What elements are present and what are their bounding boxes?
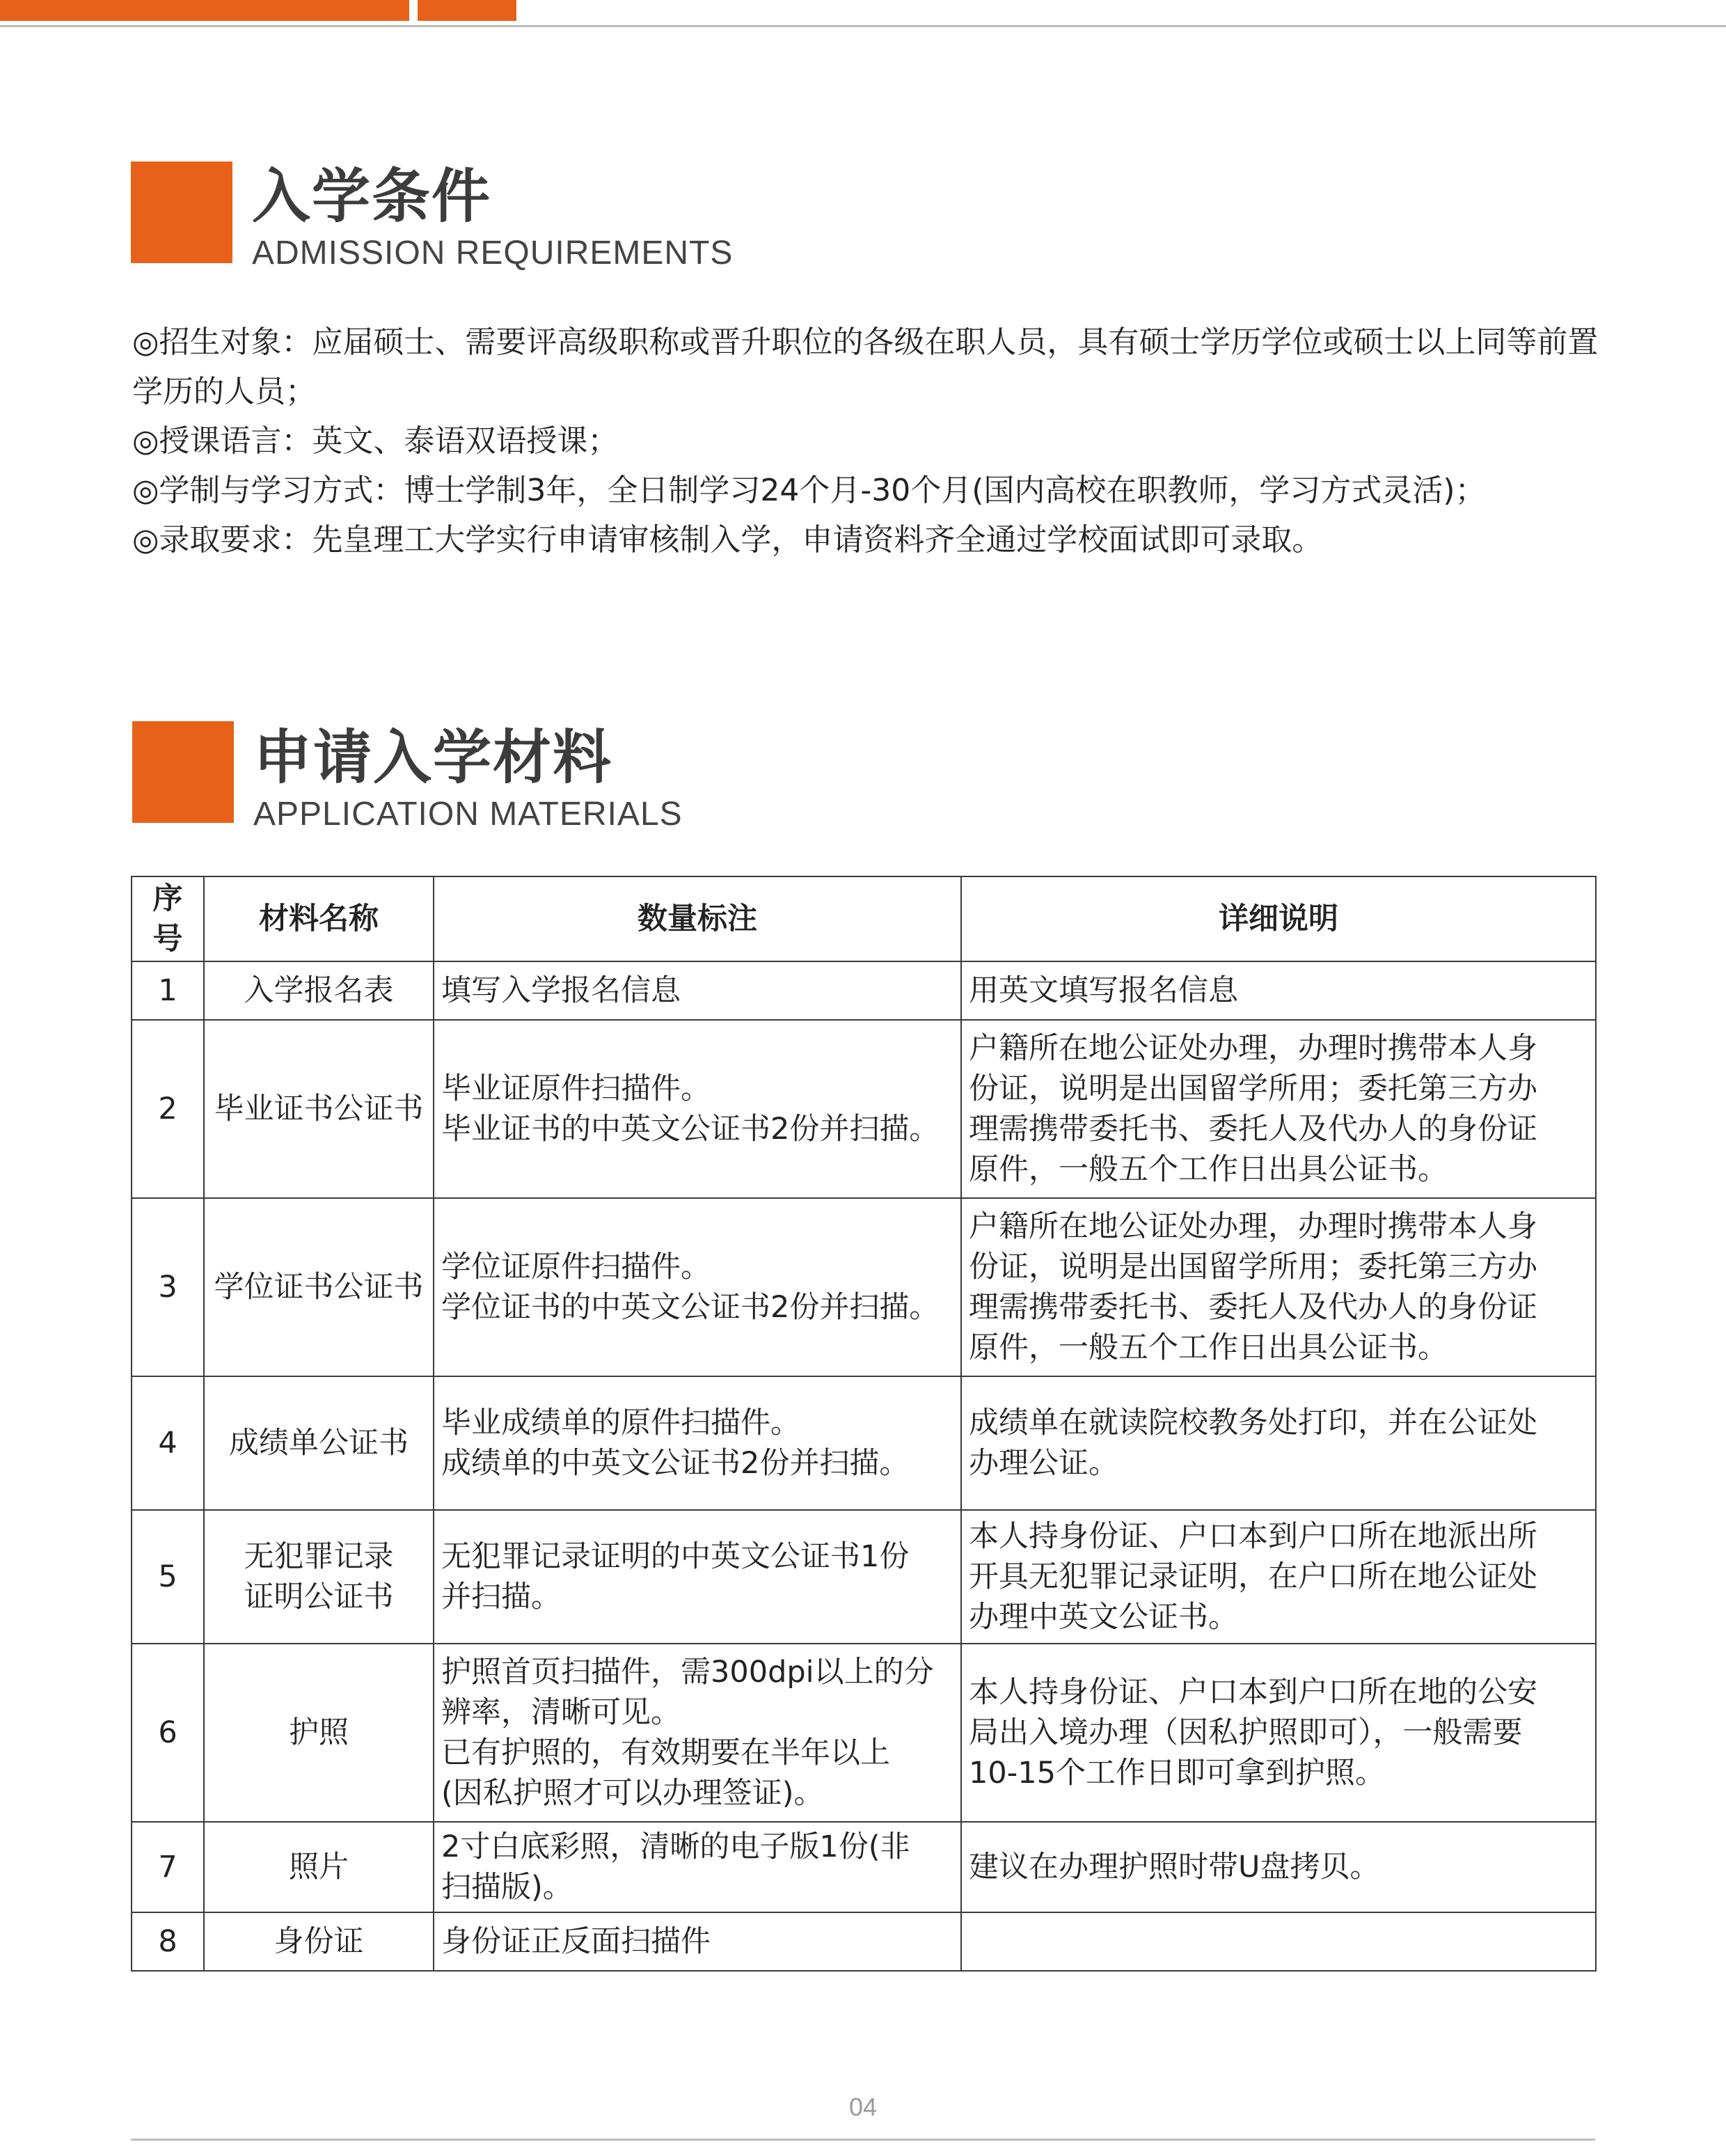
cell-name: [204, 1198, 434, 1376]
cell-name-line: 毕业证书公证书: [214, 1092, 424, 1126]
cell-name-line: 无犯罪记录: [244, 1539, 394, 1574]
cell-no: 1: [132, 961, 204, 1020]
cell-details-line: 理需携带委托书、委托人及代办人的身份证: [969, 1112, 1537, 1147]
cell-quantity-line: 扫描版)。: [441, 1870, 573, 1905]
cell-quantity-line: 2寸白底彩照，清晰的电子版1份(非: [441, 1830, 910, 1864]
cell-quantity: [434, 961, 961, 1020]
section-marker-square: [131, 162, 232, 263]
cell-details-line: 户籍所在地公证处办理，办理时携带本人身: [969, 1031, 1537, 1066]
table-row: [132, 1644, 1596, 1822]
cell-name: [204, 1510, 434, 1644]
cell-quantity-line: (因私护照才可以办理签证)。: [441, 1776, 824, 1811]
cell-quantity: [434, 1822, 961, 1912]
column-header-no: 序号: [132, 876, 204, 961]
cell-details-line: 份证，说明是出国留学所用；委托第三方办: [969, 1071, 1537, 1106]
footer-rule: [131, 2139, 1595, 2141]
cell-no: 6: [132, 1644, 204, 1822]
section-title-admission: 入学条件: [252, 162, 492, 230]
requirement-item: ◎招生对象：应届硕士、需要评高级职称或晋升职位的各级在职人员，具有硕士学历学位或硕士以上同等前置学历的人员；: [132, 324, 1599, 409]
cell-quantity-line: 辨率，清晰可见。: [441, 1695, 681, 1730]
cell-name: [204, 961, 434, 1020]
cell-quantity-line: 成绩单的中英文公证书2份并扫描。: [441, 1446, 910, 1481]
cell-quantity-line: 填写入学报名信息: [441, 973, 681, 1008]
table-row: [132, 961, 1596, 1020]
cell-no: 2: [132, 1020, 204, 1198]
table-row: [132, 1020, 1596, 1198]
cell-details: [961, 1376, 1596, 1510]
cell-quantity: [434, 1376, 961, 1510]
column-header-details: 详细说明: [961, 876, 1596, 961]
cell-details: [961, 1644, 1596, 1822]
cell-no: 5: [132, 1510, 204, 1644]
cell-name: [204, 1376, 434, 1510]
cell-details: [961, 1822, 1596, 1912]
cell-details-line: 本人持身份证、户口本到户口所在地的公安: [969, 1675, 1537, 1710]
section-marker-square: [132, 721, 234, 823]
cell-details-line: 建议在办理护照时带U盘拷贝。: [969, 1850, 1380, 1884]
table-row: [132, 1376, 1596, 1510]
requirement-item: ◎学制与学习方式：博士学制3年，全日制学习24个月-30个月(国内高校在职教师，学习方式灵活)；: [132, 473, 1486, 508]
cell-details-line: 局出入境办理（因私护照即可），一般需要: [969, 1715, 1523, 1750]
section-subtitle-materials: APPLICATION MATERIALS: [253, 796, 683, 833]
cell-details: [961, 1020, 1596, 1198]
table-row: [132, 1912, 1596, 1971]
cell-no: 3: [132, 1198, 204, 1376]
cell-details-line: 原件，一般五个工作日出具公证书。: [969, 1152, 1448, 1187]
header-accent-bar-short: [418, 0, 516, 21]
cell-no: 7: [132, 1822, 204, 1912]
table-row: [132, 1510, 1596, 1644]
cell-quantity-line: 无犯罪记录证明的中英文公证书1份: [441, 1539, 910, 1574]
cell-quantity-line: 并扫描。: [441, 1580, 561, 1614]
cell-quantity: [434, 1912, 961, 1971]
cell-details-line: 10-15个工作日即可拿到护照。: [969, 1756, 1385, 1791]
cell-name: [204, 1644, 434, 1822]
table-row: [132, 1198, 1596, 1376]
cell-name: [204, 1912, 434, 1971]
table-row: [132, 1822, 1596, 1912]
header-accent-bar: [0, 0, 409, 21]
cell-quantity-line: 毕业成绩单的原件扫描件。: [441, 1406, 800, 1440]
cell-quantity: [434, 1510, 961, 1644]
requirement-item: ◎授课语言：英文、泰语双语授课；: [132, 423, 619, 459]
cell-quantity-line: 护照首页扫描件，需300dpi以上的分: [441, 1655, 934, 1690]
cell-details-line: 原件，一般五个工作日出具公证书。: [969, 1330, 1448, 1365]
cell-details-line: 开具无犯罪记录证明，在户口所在地公证处: [969, 1559, 1537, 1594]
section-subtitle-admission: ADMISSION REQUIREMENTS: [252, 235, 734, 272]
cell-details: [961, 1198, 1596, 1376]
table-header-row: [132, 876, 1596, 961]
cell-details-line: 本人持身份证、户口本到户口所在地派出所: [969, 1519, 1537, 1554]
cell-name-line: 成绩单公证书: [229, 1426, 409, 1461]
cell-details: [961, 1912, 1596, 1971]
cell-no: 4: [132, 1376, 204, 1510]
cell-details-line: 成绩单在就读院校教务处打印，并在公证处: [969, 1406, 1537, 1440]
cell-details-line: 办理公证。: [969, 1446, 1118, 1481]
column-header-quantity: 数量标注: [434, 876, 961, 961]
section-title-materials: 申请入学材料: [253, 723, 613, 792]
cell-quantity-line: 学位证原件扫描件。: [441, 1250, 711, 1284]
cell-quantity: [434, 1644, 961, 1822]
cell-name-line: 证明公证书: [244, 1580, 394, 1614]
cell-name-line: 学位证书公证书: [214, 1270, 424, 1305]
cell-name-line: 护照: [289, 1715, 349, 1750]
cell-details-line: 理需携带委托书、委托人及代办人的身份证: [969, 1290, 1537, 1325]
cell-details: [961, 961, 1596, 1020]
cell-quantity: [434, 1198, 961, 1376]
page-number: 04: [848, 2093, 878, 2121]
cell-quantity-line: 身份证正反面扫描件: [441, 1924, 711, 1959]
cell-name-line: 入学报名表: [244, 973, 394, 1008]
cell-quantity: [434, 1020, 961, 1198]
column-header-name: 材料名称: [204, 876, 434, 961]
cell-details-line: 办理中英文公证书。: [969, 1600, 1238, 1635]
cell-name: [204, 1020, 434, 1198]
cell-details-line: 份证，说明是出国留学所用；委托第三方办: [969, 1250, 1537, 1284]
cell-name-line: 照片: [289, 1850, 349, 1884]
cell-no: 8: [132, 1912, 204, 1971]
cell-details-line: 户籍所在地公证处办理，办理时携带本人身: [969, 1209, 1537, 1244]
cell-details-line: 用英文填写报名信息: [969, 973, 1238, 1008]
admission-requirements-list: [132, 317, 1608, 565]
requirement-item: ◎录取要求：先皇理工大学实行申请审核制入学，申请资料齐全通过学校面试即可录取。: [132, 522, 1323, 558]
cell-quantity-line: 学位证书的中英文公证书2份并扫描。: [441, 1290, 940, 1325]
materials-table: [131, 876, 1597, 1972]
cell-name: [204, 1822, 434, 1912]
header-rule: [0, 25, 1726, 27]
cell-name-line: 身份证: [274, 1924, 364, 1959]
cell-details: [961, 1510, 1596, 1644]
cell-quantity-line: 毕业证书的中英文公证书2份并扫描。: [441, 1112, 940, 1147]
cell-quantity-line: 已有护照的，有效期要在半年以上: [441, 1736, 890, 1770]
cell-quantity-line: 毕业证原件扫描件。: [441, 1071, 711, 1106]
